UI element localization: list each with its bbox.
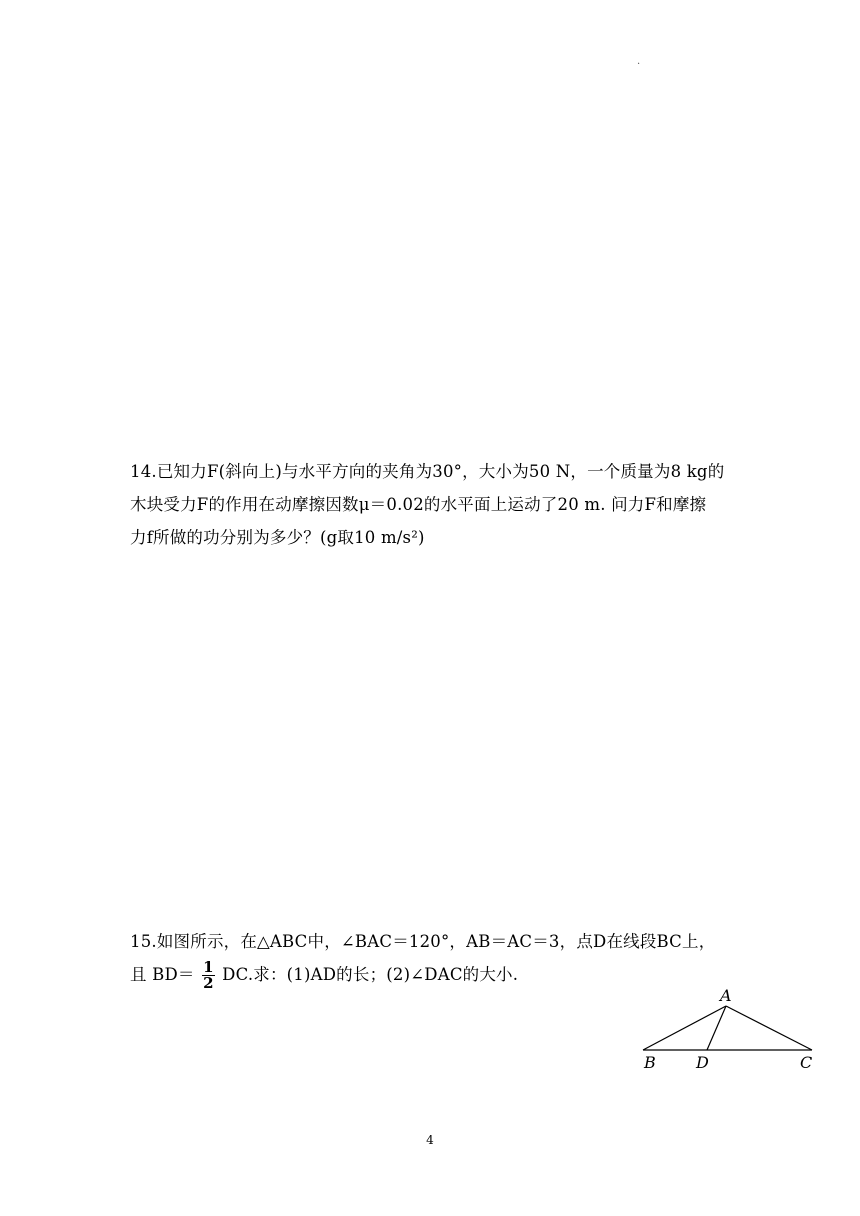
problem-14-line-3: 力f所做的功分别为多少？(g取10 m/s²) bbox=[130, 528, 425, 547]
page-number: 4 bbox=[426, 1133, 434, 1147]
fraction-one-half bbox=[202, 960, 215, 991]
segment-ac bbox=[726, 1006, 812, 1050]
header-mark: . bbox=[637, 56, 641, 67]
label-a: A bbox=[720, 986, 732, 1005]
problem-15-line-2-prefix: 且 BD＝ bbox=[130, 965, 195, 984]
fraction-numerator: 1 bbox=[203, 958, 214, 976]
fraction-denominator: 2 bbox=[203, 974, 214, 992]
label-c: C bbox=[800, 1053, 813, 1072]
problem-14-line-1: 14.已知力F(斜向上)与水平方向的夹角为30°，大小为50 N，一个质量为8 kg的 bbox=[130, 462, 725, 481]
segment-ad bbox=[707, 1006, 726, 1050]
problem-15-line-2-suffix: DC.求：(1)AD的长；(2)∠DAC的大小. bbox=[222, 965, 519, 984]
problem-14-line-2: 木块受力F的作用在动摩擦因数μ＝0.02的水平面上运动了20 m. 问力F和摩擦 bbox=[130, 495, 707, 514]
label-d: D bbox=[696, 1053, 709, 1072]
problem-15-line-1: 15.如图所示，在△ABC中，∠BAC＝120°，AB＝AC＝3，点D在线段BC上， bbox=[130, 932, 716, 951]
problem-15 bbox=[130, 925, 750, 991]
segment-ab bbox=[643, 1006, 726, 1050]
label-b: B bbox=[644, 1053, 656, 1072]
triangle-figure bbox=[636, 984, 826, 1076]
problem-14 bbox=[130, 455, 750, 554]
